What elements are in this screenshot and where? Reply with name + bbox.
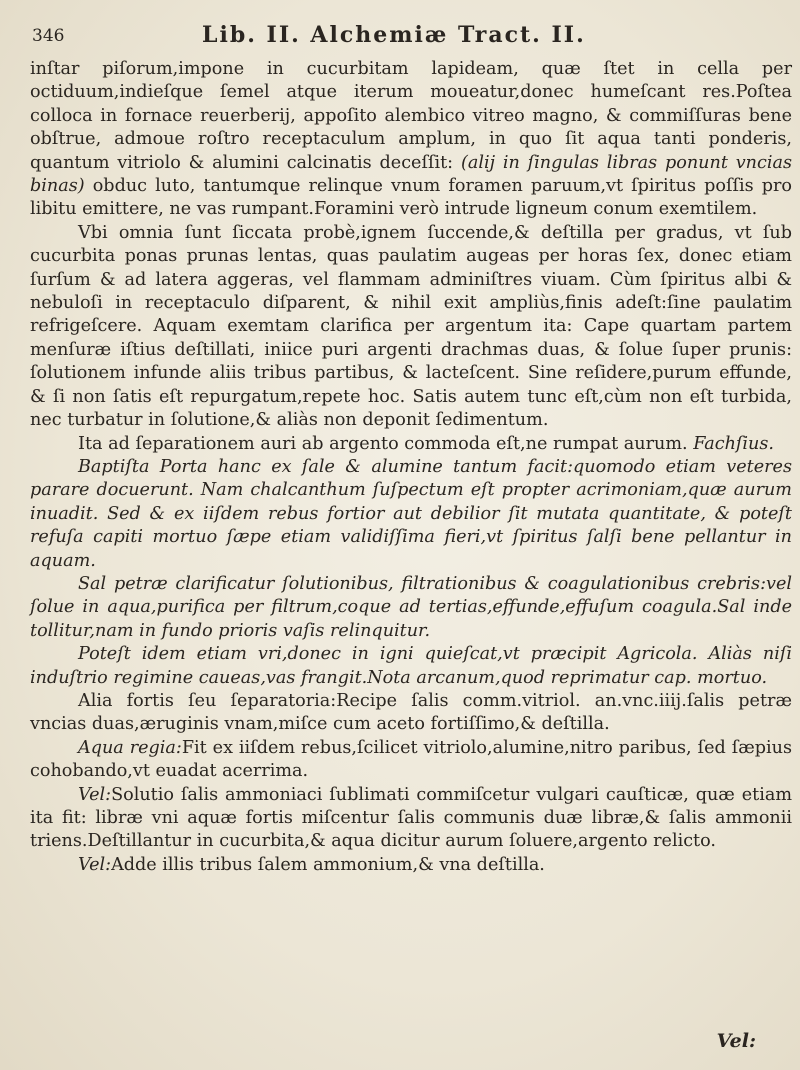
recipe-lead: Aqua regia:	[78, 737, 182, 758]
paragraph	[30, 854, 792, 877]
paragraph	[30, 737, 792, 784]
paragraph-text: Baptiſta Porta hanc ex ſale & alumine tantum facit:quomodo etiam veteres parare docuerunt. Nam chalcanthum ſuſpectum eſt propter acrimoniam,quæ aurum inuadit. Sed & ex iiſdem rebus fortior aut debilior ſit mutata quantitate, & poteſt refuſa capiti mortuo ſæpe etiam validiſſima fieri,vt ſpiritus ſalſi bene pellantur in aquam.	[30, 456, 792, 571]
page-number: 346	[32, 26, 65, 46]
recipe-lead: Vel:	[78, 854, 112, 875]
paragraph-text: Fit ex iiſdem rebus,ſcilicet vitriolo,alumine,nitro paribus, ſed ſæpius cohobando,vt euadat acerrima.	[30, 737, 792, 782]
paragraph-text: Sal petræ clarificatur ſolutionibus, filtrationibus & coagulationibus crebris:vel ſolue in aqua,purifica per filtrum,coque ad tertias,effunde,effuſum coagula.Sal inde tollitur,nam in fundo prioris vaſis relinquitur.	[30, 573, 792, 641]
page-header	[32, 20, 760, 54]
catchword: Vel:	[716, 1030, 756, 1052]
paragraph-text: Adde illis tribus ſalem ammonium,& vna deſtilla.	[111, 854, 545, 875]
paragraph	[30, 573, 792, 643]
paragraph-text: Solutio ſalis ammoniaci ſublimati commiſcetur vulgari cauſticæ, quæ etiam ita fit: libræ vni aquæ fortis miſcentur ſalis communis duæ libræ,& ſalis ammonii triens.Deſtillantur in cucurbita,& aqua dicitur aurum ſoluere,argento relicto.	[30, 784, 792, 852]
paragraph-text: Vbi omnia ſunt ſiccata probè,ignem ſuccende,& deſtilla per gradus, vt ſub cucurbita ponas prunas lentas, quas paulatim augeas per horas ſex, donec etiam ſurſum & ad latera aggeras, vel flammam adminiſtres viuam. Cùm ſpiritus albi & nebuloſi in receptaculo diſparent, & nihil exit ampliùs,finis adeſt:ſine paulatim refrigeſcere. Aquam exemtam clarifica per argentum ita: Cape quartam partem menſuræ iſtius deſtillati, iniice puri argenti drachmas duas, & ſolue ſuper prunis: ſolutionem infunde aliis tribus partibus, & lacteſcent. Sine reſidere,purum effunde, & ſi non ſatis eſt repurgatum,repete hoc. Satis autem tunc eſt,cùm non eſt turbida, nec turbatur in ſolutione,& aliàs non deponit ſedimentum.	[30, 222, 792, 431]
body-text	[30, 58, 792, 877]
paragraph	[30, 643, 792, 690]
paragraph-text: inſtar piſorum,impone in cucurbitam lapideam, quæ ſtet in cella per octiduum,indieſque ſemel atque iterum moueatur,donec humeſcant res.Poſtea colloca in fornace reuerberij, appoſito alembico vitreo magno, & commiſſuras bene obſtrue, admoue roſtro receptaculum amplum, in quo ſit aqua tanti ponderis, quantum vitriolo & alumini calcinatis deceſſit:	[30, 59, 792, 173]
recipe-lead: Vel:	[78, 784, 112, 805]
paragraph	[30, 690, 792, 737]
paragraph-text: obduc luto, tantumque relinque vnum foramen paruum,vt ſpiritus poſſis pro libitu emittere, ne vas rumpant.Foramini verò intrude ligneum conum exemtilem.	[30, 176, 793, 220]
paragraph	[30, 222, 792, 433]
paragraph	[30, 456, 792, 573]
author-attribution: Fachſius.	[693, 433, 775, 454]
paragraph-text: Ita ad ſeparationem auri ab argento commoda eſt,ne rumpat aurum.	[78, 433, 688, 454]
paragraph	[30, 433, 792, 456]
paragraph-text: Poteſt idem etiam vri,donec in igni quieſcat,vt præcipit Agricola. Aliàs niſi induſtrio regimine caueas,vas frangit.Nota arcanum,quod reprimatur cap. mortuo.	[30, 644, 792, 688]
parenthetical-note: (alij in ſingulas libras ponunt vncias binas)	[30, 152, 792, 197]
paragraph-text: Alia fortis ſeu ſeparatoria:Recipe ſalis comm.vitriol. an.vnc.iiij.ſalis petræ vncias duas,æruginis vnam,miſce cum aceto fortiſſimo,& deſtilla.	[30, 690, 792, 735]
paragraph	[30, 58, 792, 222]
running-head: Lib. II. Alchemiæ Tract. II.	[202, 22, 586, 48]
paragraph	[30, 784, 792, 854]
